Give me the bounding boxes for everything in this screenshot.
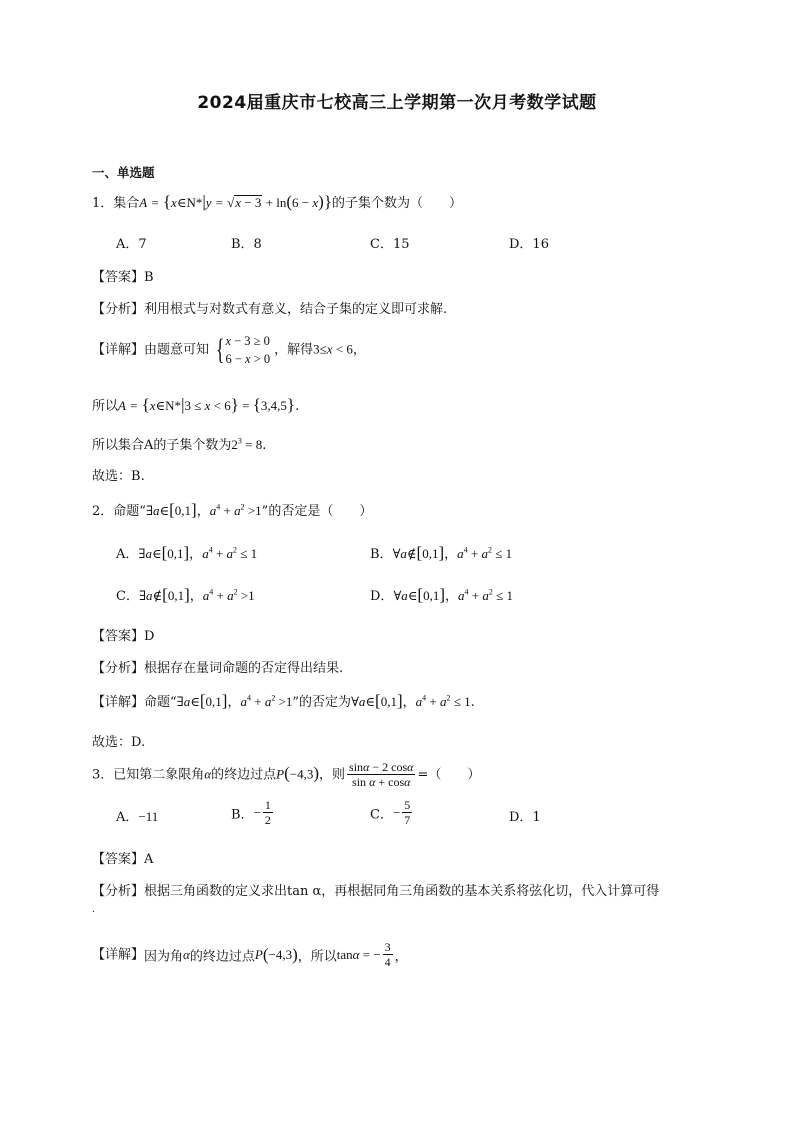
q3-answer <box>92 848 153 867</box>
q2-answer-value: D <box>144 629 155 644</box>
answer-label: 【答案】 <box>92 852 145 867</box>
q2-choose <box>92 731 145 750</box>
q1-analysis-text: 利用根式与对数式有意义，结合子集的定义即可求解. <box>144 302 448 317</box>
q1-so: 所以 <box>92 399 119 414</box>
q2-choose-value: D. <box>131 735 146 750</box>
detail-label: 【详解】 <box>92 342 145 358</box>
q1-stem-text: 集合 <box>113 196 140 211</box>
q1-detail-text: 由题意可知 <box>144 342 210 358</box>
section-heading: 一、单选题 <box>92 165 155 180</box>
q3-detail: 【详解】因为角α的终边过点P(−4,3)，所以tanα = − $\frac{3}{4}$ ， <box>92 940 408 970</box>
q1-option-d: D．16 <box>509 237 549 252</box>
q2-option-a: A．∃a∈[0,1]，$a^4 + a^2 \le 1$ <box>116 543 258 562</box>
q3-analysis <box>92 880 659 899</box>
q3-answer-value: A <box>144 852 154 867</box>
q1-option-b: B．8 <box>231 237 262 252</box>
q1-analysis <box>92 298 447 317</box>
q3-option-d: D．1 <box>509 810 541 825</box>
answer-label: 【答案】 <box>92 629 145 644</box>
q2-analysis-text: 根据存在量词命题的否定得出结果. <box>144 661 344 676</box>
answer-label: 【答案】 <box>92 270 145 285</box>
q1-answer <box>92 266 154 285</box>
q3-number: 3． <box>92 767 114 783</box>
choose-label: 故选： <box>92 735 132 750</box>
q2-stem-text: 命题“ <box>113 504 146 519</box>
q1-choose-value: B. <box>131 469 145 484</box>
q1-detail-mid: ，解得 <box>274 342 314 358</box>
q2-option-b: B．∀a∉[0,1]，$a^4 + a^2 \le 1$ <box>370 543 513 562</box>
q1-option-a: A．7 <box>116 237 147 252</box>
q1-detail: 【详解】由题意可知 { x − 3 ≥ 0 6 − x > 0 ，解得3≤x < 6， <box>92 333 366 366</box>
q2-option-c: C．∃a∉[0,1]，$a^4 + a^2 >1$ <box>116 585 255 604</box>
q1-stem: 1．集合A = {x∈N*|y = √x − 3 + ln(6 − x)}的子集个数为（ ） <box>92 192 463 211</box>
q1-choose <box>92 465 145 484</box>
q3-option-c: C．− $\frac{5}{7}$ <box>370 798 411 828</box>
q2-analysis <box>92 657 343 676</box>
detail-label: 【详解】 <box>92 695 145 710</box>
q3-stem: 3．已知第二象限角α的终边过点P(−4,3)，则 $\frac{\sin\alpha - 2 \cos\alpha}{\text{sin α + cosα}}$ =（ ） <box>92 760 481 790</box>
q2-stem: 2．命题“∃a∈[0,1]，$a^4 + a^2 >1$”的否定是（ ） <box>92 500 373 519</box>
q3-option-a: A．−11 <box>116 809 159 825</box>
detail-label: 【详解】 <box>92 947 145 963</box>
q1-number: 1． <box>92 196 114 211</box>
q2-stem-tail: ”的否定是（ ） <box>261 504 373 519</box>
q2-number: 2． <box>92 504 114 519</box>
q3-analysis-tail: . <box>92 905 95 915</box>
q3-analysis-text: 根据三角函数的定义求出tan α，再根据同角三角函数的基本关系将弦化切，代入计算可得 <box>144 884 660 899</box>
q3-option-b: B．− $\frac{1}{2}$ <box>231 798 271 828</box>
choose-label: 故选： <box>92 469 132 484</box>
analysis-label: 【分析】 <box>92 661 145 676</box>
q2-detail: 【详解】命题“∃a∈[0,1]，$a^4 + a^2 >1$”的否定为∀a∈[0,1]，$a^4 + a^2 \le 1$. <box>92 691 475 710</box>
analysis-label: 【分析】 <box>92 884 145 899</box>
q2-option-d: D．∀a∈[0,1]，$a^4 + a^2 \le 1$ <box>370 585 514 604</box>
q1-inequality-system: { x − 3 ≥ 0 6 − x > 0 <box>215 333 271 366</box>
analysis-label: 【分析】 <box>92 302 145 317</box>
q2-answer <box>92 625 154 644</box>
q1-answer-value: B <box>144 270 154 285</box>
q1-detail-line3: 所以集合A的子集个数为$2^3 = 8$. <box>92 436 267 453</box>
q1-stem-tail: 的子集个数为（ ） <box>332 196 463 211</box>
q1-so2: 所以集合A的子集个数为 <box>92 438 232 453</box>
q3-fraction: $\frac{\sin\alpha - 2 \cos\alpha}{\text{sin α + cosα}}$ <box>349 760 414 790</box>
q1-option-c: C．15 <box>370 237 410 252</box>
q1-detail-line2: 所以A = {x∈N*|3 ≤ x < 6} = {3,4,5}. <box>92 395 300 414</box>
page-title: 2024届重庆市七校高三上学期第一次月考数学试题 <box>197 93 597 113</box>
